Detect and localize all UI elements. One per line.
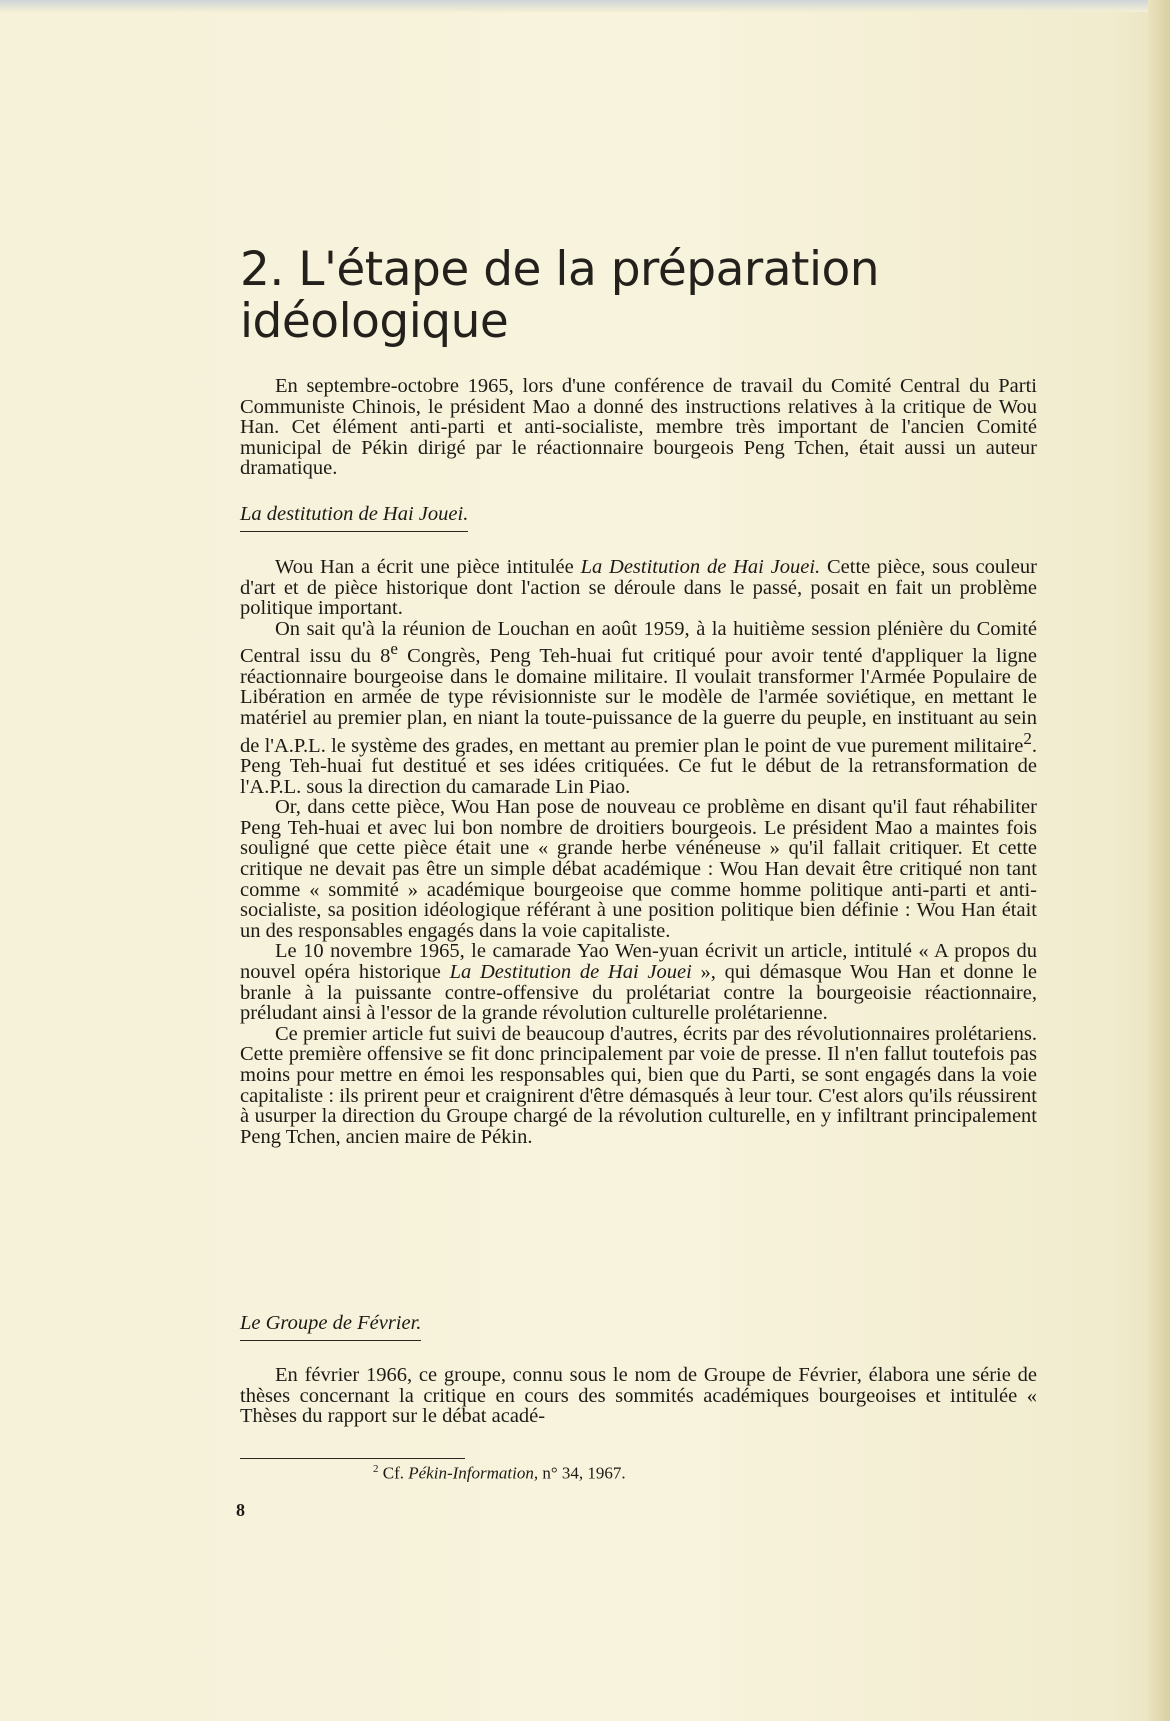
subheading-groupe-fevrier: Le Groupe de Février. bbox=[240, 1312, 421, 1341]
text-span: n° 34, 1967. bbox=[538, 1463, 626, 1483]
paragraph-louchan bbox=[240, 619, 1037, 797]
footnote-divider bbox=[240, 1458, 465, 1459]
text-span: . Peng Teh-huai fut destitué et ses idées critiquées. Ce fut le début de la retransformation de l'A.P.L. sous la direction du camarade Lin Piao. bbox=[240, 734, 1037, 798]
subheading-destitution: La destitution de Hai Jouei. bbox=[240, 503, 468, 532]
ordinal-superscript: e bbox=[390, 639, 398, 659]
paragraph-yao bbox=[240, 941, 1037, 1023]
footnote-source: Pékin-Information, bbox=[408, 1463, 539, 1483]
groupe-fevrier-section bbox=[240, 1365, 1037, 1427]
text-span: Cette pièce, sous couleur d'art et de pièce historique dont l'action se déroule dans le passé, posait en fait un problème politique important. bbox=[240, 556, 1037, 620]
paragraph-piece bbox=[240, 557, 1037, 619]
destitution-section bbox=[240, 557, 1037, 1147]
footnote bbox=[373, 1463, 626, 1484]
chapter-title-line-2: idéologique bbox=[240, 294, 509, 349]
play-title: La Destitution de Hai Jouei bbox=[449, 960, 692, 983]
paragraph-premier-article: Ce premier article fut suivi de beaucoup d'autres, écrits par des révolutionnaires prolétariens. Cette première offensive se fit donc principalement par voie de presse. Il n'en fallut toutefois pas moins pour mettre en émoi les responsables qui, bien que du Parti, se sont engagés dans la voie capitaliste : ils prirent peur et craignirent d'être démasqués à leur tour. C'est alors qu'ils réussirent à usurper la direction du Groupe chargé de la révolution culturelle, en y infiltrant principalement Peng Tchen, ancien maire de Pékin. bbox=[240, 1022, 1037, 1148]
paragraph-fevrier: En février 1966, ce groupe, connu sous le nom de Groupe de Février, élabora une série de thèses concernant la critique en cours des sommités académiques bourgeoises et intitulée « Thèses du rapport sur le débat acadé- bbox=[240, 1364, 1037, 1428]
footnote-marker: 2 bbox=[373, 1463, 379, 1475]
page-right-edge bbox=[1148, 0, 1170, 1721]
chapter-title bbox=[240, 244, 940, 348]
text-span: Le 10 novembre 1965, le camarade Yao Wen-yuan écrivit un article, intitulé « A propos du nouvel opéra historique bbox=[240, 940, 1037, 983]
play-title: La Destitution de Hai Jouei. bbox=[580, 556, 821, 578]
page-top-edge bbox=[0, 0, 1170, 12]
text-span: Wou Han a écrit une pièce intitulée bbox=[275, 556, 581, 578]
paragraph-rehabiliter: Or, dans cette pièce, Wou Han pose de nouveau ce problème en disant qu'il faut réhabiliter Peng Teh-huai et avec lui bon nombre de droitiers bourgeois. Le président Mao a maintes fois souligné que cette pièce était une « grande herbe vénéneuse » qu'il fallait critiquer. Et cette critique ne devait pas être un simple débat académique : Wou Han devait être critiqué non tant comme « sommité » académique bourgeoise que comme homme politique anti-parti et anti-socialiste, sa position idéologique référant à une position politique bien définie : Wou Han était un des responsables engagés dans la voie capitaliste. bbox=[240, 796, 1037, 942]
text-span: Cf. bbox=[378, 1463, 409, 1483]
text-span: On sait qu'à la réunion de Louchan en août 1959, à la huitième session plénière du Comité Central issu du 8 bbox=[240, 617, 1037, 668]
page-number: 8 bbox=[236, 1500, 245, 1520]
text-span: », qui démasque Wou Han et donne le branle à la puissante contre-offensive du prolétariat contre la bourgeoisie réactionnaire, préludant ainsi à l'essor de la grande révolution culturelle prolétarienne. bbox=[240, 960, 1038, 1025]
intro-section bbox=[240, 376, 1037, 479]
footnote-reference: 2 bbox=[1023, 728, 1032, 748]
chapter-title-line-1: 2. L'étape de la préparation bbox=[240, 242, 880, 297]
intro-paragraph: En septembre-octobre 1965, lors d'une conférence de travail du Comité Central du Parti Communiste Chinois, le président Mao a donné des instructions relatives à la critique de Wou Han. Cet élément anti-parti et anti-socialiste, membre très important de l'ancien Comité municipal de Pékin dirigé par le réactionnaire bourgeois Peng Tchen, était aussi un auteur dramatique. bbox=[240, 375, 1037, 480]
text-span: Congrès, Peng Teh-huai fut critiqué pour avoir tenté d'appliquer la ligne réactionnaire bourgeoise dans le domaine militaire. Il voulait transformer l'Armée Populaire de Libération en armée de type révisionniste sur le modèle de l'armée soviétique, en mettant le matériel au premier plan, en niant la toute-puissance de la guerre du peuple, en instituant au sein de l'A.P.L. le système des grades, en mettant au premier plan le point de vue purement militaire bbox=[240, 645, 1037, 757]
